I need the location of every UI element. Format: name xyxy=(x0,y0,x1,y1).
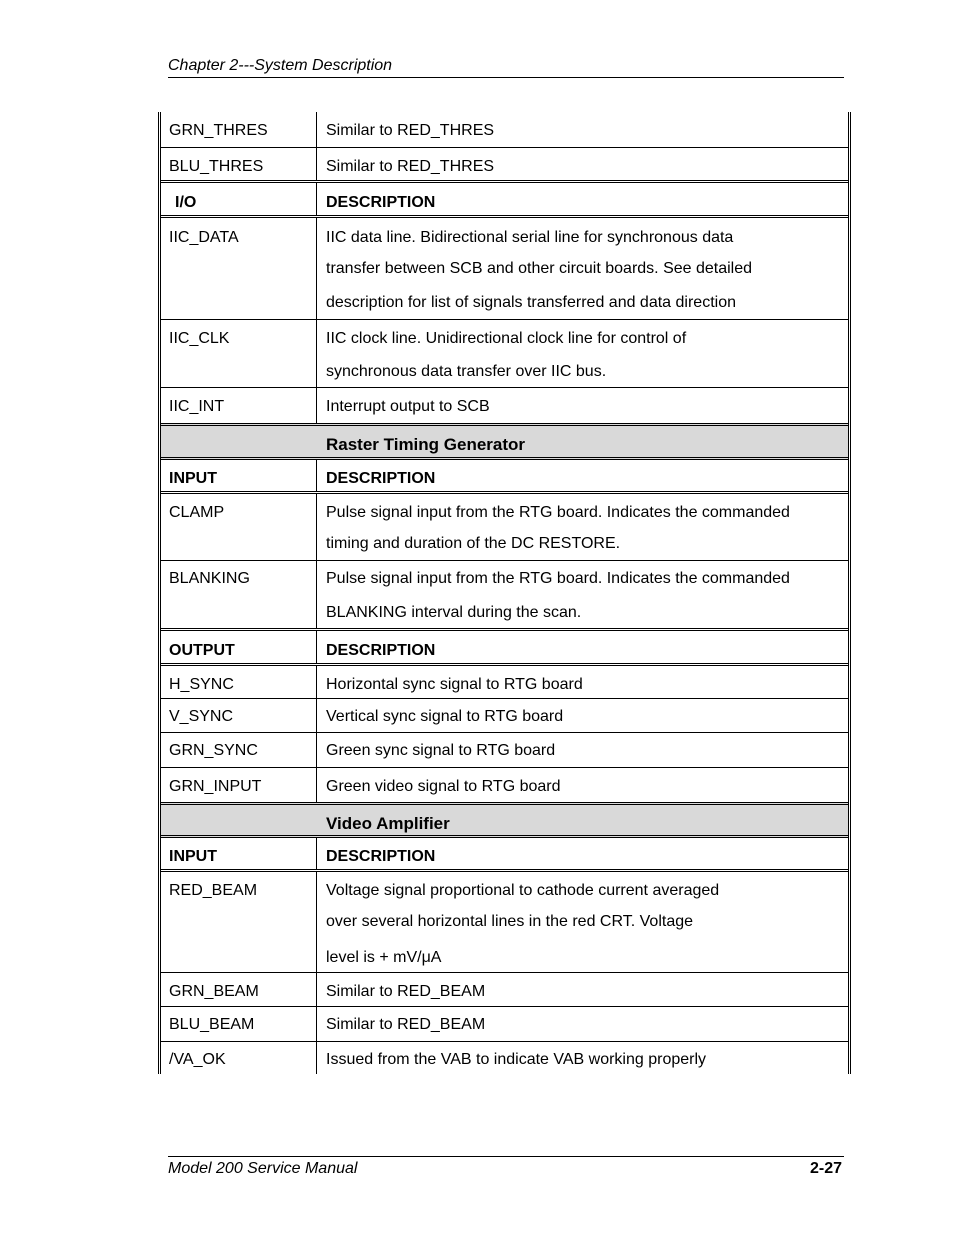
signal-description: over several horizontal lines in the red CRT. Voltage xyxy=(326,913,694,930)
table-row xyxy=(161,388,848,423)
signal-description: transfer between SCB and other circuit boards. See detailed xyxy=(326,260,753,277)
signal-table xyxy=(158,112,851,1074)
column-header-row xyxy=(161,631,848,666)
table-row xyxy=(161,1007,848,1042)
section-header xyxy=(161,802,848,838)
signal-description: Horizontal sync signal to RTG board xyxy=(326,676,583,693)
column-header: OUTPUT xyxy=(169,642,235,659)
signal-description: IIC clock line. Unidirectional clock line for control of xyxy=(326,330,687,347)
signal-name: IIC_DATA xyxy=(169,229,239,246)
column-header-row xyxy=(161,460,848,494)
signal-description: Interrupt output to SCB xyxy=(326,398,490,415)
section-title: Video Amplifier xyxy=(326,814,450,833)
signal-description: Green sync signal to RTG board xyxy=(326,742,556,759)
signal-name: GRN_INPUT xyxy=(169,778,262,795)
column-header-row xyxy=(161,183,848,218)
table-row xyxy=(161,973,848,1007)
signal-description: Similar to RED_THRES xyxy=(326,122,495,139)
signal-name: BLU_BEAM xyxy=(169,1016,255,1033)
signal-description: Vertical sync signal to RTG board xyxy=(326,708,564,725)
signal-description: level is + mV/μA xyxy=(326,949,442,966)
signal-name: GRN_BEAM xyxy=(169,983,259,1000)
signal-description: timing and duration of the DC RESTORE. xyxy=(326,535,621,552)
signal-name: RED_BEAM xyxy=(169,882,258,899)
signal-name: V_SYNC xyxy=(169,708,234,725)
signal-description: Similar to RED_BEAM xyxy=(326,1016,486,1033)
table-row xyxy=(161,148,848,183)
signal-description: synchronous data transfer over IIC bus. xyxy=(326,363,607,380)
signal-description: Issued from the VAB to indicate VAB working properly xyxy=(326,1051,707,1068)
signal-description: Voltage signal proportional to cathode current averaged xyxy=(326,882,720,899)
column-header: DESCRIPTION xyxy=(326,470,436,487)
signal-name: GRN_SYNC xyxy=(169,742,258,759)
section-title: Raster Timing Generator xyxy=(326,435,526,454)
signal-description: Similar to RED_THRES xyxy=(326,158,495,175)
table-row xyxy=(161,218,848,320)
running-footer xyxy=(168,1156,844,1177)
running-header xyxy=(168,56,844,78)
page-number: 2-27 xyxy=(809,1160,842,1177)
table-row xyxy=(161,872,848,973)
chapter-title: Chapter 2---System Description xyxy=(168,57,393,74)
column-header: DESCRIPTION xyxy=(326,194,436,211)
signal-name: H_SYNC xyxy=(169,676,234,693)
signal-description: IIC data line. Bidirectional serial line for synchronous data xyxy=(326,229,734,246)
column-header: INPUT xyxy=(169,848,217,865)
column-header: INPUT xyxy=(169,470,217,487)
signal-description: Similar to RED_BEAM xyxy=(326,983,486,1000)
table-row xyxy=(161,699,848,733)
signal-name: BLU_THRES xyxy=(169,158,264,175)
table-row xyxy=(161,112,848,148)
signal-description: BLANKING interval during the scan. xyxy=(326,604,582,621)
column-header: I/O xyxy=(175,194,197,211)
manual-title: Model 200 Service Manual xyxy=(168,1160,358,1177)
column-header: DESCRIPTION xyxy=(326,848,436,865)
table-row xyxy=(161,320,848,388)
column-header-row xyxy=(161,838,848,872)
table-row xyxy=(161,561,848,631)
signal-name: CLAMP xyxy=(169,504,225,521)
table-row xyxy=(161,1042,848,1074)
table-row xyxy=(161,768,848,802)
signal-name: GRN_THRES xyxy=(169,122,268,139)
signal-description: description for list of signals transferred and data direction xyxy=(326,294,736,311)
signal-description: Pulse signal input from the RTG board. Indicates the commanded xyxy=(326,570,790,587)
signal-description: Green video signal to RTG board xyxy=(326,778,561,795)
signal-description: Pulse signal input from the RTG board. Indicates the commanded xyxy=(326,504,790,521)
table-row xyxy=(161,733,848,768)
section-header xyxy=(161,423,848,460)
signal-name: /VA_OK xyxy=(169,1051,226,1068)
table-row xyxy=(161,494,848,561)
signal-name: IIC_INT xyxy=(169,398,225,415)
signal-name: BLANKING xyxy=(169,570,250,587)
column-header: DESCRIPTION xyxy=(326,642,436,659)
table-row xyxy=(161,666,848,699)
signal-name: IIC_CLK xyxy=(169,330,230,347)
